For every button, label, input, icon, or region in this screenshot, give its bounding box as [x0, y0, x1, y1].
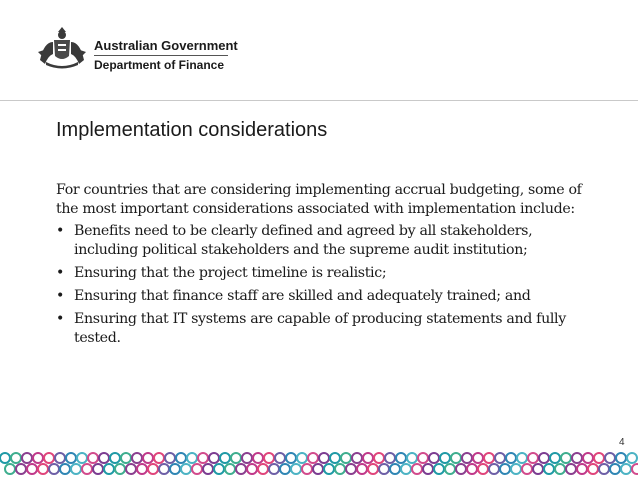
footer-ring — [60, 464, 70, 474]
footer-ring — [390, 464, 400, 474]
footer-ring — [231, 453, 241, 463]
footer-ring — [33, 453, 43, 463]
footer-ring — [198, 453, 208, 463]
footer-ring — [412, 464, 422, 474]
footer-ring — [297, 453, 307, 463]
bullet-text: Ensuring that IT systems are capable of producing statements and fully tested. — [74, 311, 566, 346]
footer-ring — [368, 464, 378, 474]
footer-ring — [99, 453, 109, 463]
footer-ring — [599, 464, 609, 474]
decorative-footer-pattern — [0, 449, 638, 479]
footer-ring — [165, 453, 175, 463]
footer-ring — [357, 464, 367, 474]
footer-ring — [621, 464, 631, 474]
footer-ring — [159, 464, 169, 474]
footer-ring — [55, 453, 65, 463]
page-number: 4 — [619, 437, 625, 448]
footer-ring — [49, 464, 59, 474]
header-rule — [0, 100, 638, 101]
footer-ring — [330, 453, 340, 463]
footer-ring — [214, 464, 224, 474]
footer-ring — [27, 464, 37, 474]
footer-ring — [11, 453, 21, 463]
footer-ring — [143, 453, 153, 463]
footer-ring — [385, 453, 395, 463]
footer-ring — [132, 453, 142, 463]
footer-ring — [418, 453, 428, 463]
bullet-list — [56, 222, 596, 348]
list-item — [56, 264, 596, 283]
footer-ring — [594, 453, 604, 463]
footer-ring — [605, 453, 615, 463]
footer-ring — [308, 453, 318, 463]
list-item — [56, 310, 596, 348]
footer-ring — [220, 453, 230, 463]
footer-ring — [473, 453, 483, 463]
footer-ring — [429, 453, 439, 463]
footer-ring — [110, 453, 120, 463]
footer-ring — [616, 453, 626, 463]
footer-ring — [577, 464, 587, 474]
list-item — [56, 222, 596, 260]
footer-ring — [313, 464, 323, 474]
footer-ring — [44, 453, 54, 463]
footer-ring — [121, 453, 131, 463]
footer-ring — [16, 464, 26, 474]
footer-ring — [610, 464, 620, 474]
bullet-marker: • — [56, 311, 65, 327]
footer-ring — [187, 453, 197, 463]
footer-ring — [104, 464, 114, 474]
footer-ring — [544, 464, 554, 474]
footer-ring — [319, 453, 329, 463]
footer-ring — [170, 464, 180, 474]
bullet-text: Ensuring that finance staff are skilled and adequately trained; and — [74, 288, 531, 304]
bullet-text: Ensuring that the project timeline is realistic; — [74, 265, 387, 281]
footer-ring — [269, 464, 279, 474]
bullet-marker: • — [56, 223, 65, 239]
footer-ring — [203, 464, 213, 474]
footer-ring — [71, 464, 81, 474]
footer-ring — [478, 464, 488, 474]
footer-ring — [176, 453, 186, 463]
footer-ring — [264, 453, 274, 463]
footer-ring — [38, 464, 48, 474]
footer-ring — [192, 464, 202, 474]
footer-ring — [467, 464, 477, 474]
slide-header — [0, 0, 638, 100]
footer-ring — [286, 453, 296, 463]
footer-ring — [66, 453, 76, 463]
footer-ring — [280, 464, 290, 474]
footer-ring — [511, 464, 521, 474]
footer-ring — [335, 464, 345, 474]
footer-ring — [550, 453, 560, 463]
footer-ring — [126, 464, 136, 474]
footer-ring — [181, 464, 191, 474]
bullet-text: Benefits need to be clearly defined and agreed by all stakeholders, including political stakeholders and the supreme audit institution; — [74, 223, 533, 258]
footer-ring — [22, 453, 32, 463]
footer-ring — [115, 464, 125, 474]
footer-ring — [352, 453, 362, 463]
footer-ring — [396, 453, 406, 463]
footer-ring — [522, 464, 532, 474]
footer-ring — [82, 464, 92, 474]
footer-ring — [451, 453, 461, 463]
footer-ring — [561, 453, 571, 463]
bullet-marker: • — [56, 288, 65, 304]
footer-ring — [0, 453, 10, 463]
footer-ring — [374, 453, 384, 463]
footer-ring — [462, 453, 472, 463]
department-name: Department of Finance — [94, 58, 225, 72]
slide-body — [56, 181, 596, 352]
header-divider — [94, 55, 228, 56]
footer-ring — [225, 464, 235, 474]
footer-ring — [407, 453, 417, 463]
footer-ring — [5, 464, 15, 474]
footer-ring — [632, 464, 638, 474]
footer-ring — [137, 464, 147, 474]
coat-of-arms-icon — [36, 26, 88, 70]
footer-ring — [423, 464, 433, 474]
footer-ring — [555, 464, 565, 474]
footer-ring — [379, 464, 389, 474]
footer-ring — [500, 464, 510, 474]
footer-ring — [93, 464, 103, 474]
footer-ring — [236, 464, 246, 474]
footer-ring — [346, 464, 356, 474]
footer-ring — [247, 464, 257, 474]
slide-title: Implementation considerations — [56, 119, 328, 141]
footer-ring — [302, 464, 312, 474]
footer-ring — [253, 453, 263, 463]
footer-ring — [627, 453, 637, 463]
footer-ring — [324, 464, 334, 474]
footer-ring — [401, 464, 411, 474]
footer-ring — [363, 453, 373, 463]
footer-ring — [572, 453, 582, 463]
footer-ring — [539, 453, 549, 463]
footer-ring — [566, 464, 576, 474]
footer-ring — [517, 453, 527, 463]
footer-ring — [77, 453, 87, 463]
footer-ring — [154, 453, 164, 463]
footer-ring — [506, 453, 516, 463]
footer-ring — [495, 453, 505, 463]
footer-ring — [583, 453, 593, 463]
list-item — [56, 287, 596, 306]
footer-ring — [434, 464, 444, 474]
footer-ring — [258, 464, 268, 474]
footer-ring — [456, 464, 466, 474]
footer-ring — [528, 453, 538, 463]
intro-paragraph: For countries that are considering implementing accrual budgeting, some of the most important considerations associated with implementation include: — [56, 182, 582, 217]
footer-ring — [291, 464, 301, 474]
footer-ring — [588, 464, 598, 474]
footer-ring — [148, 464, 158, 474]
footer-ring — [533, 464, 543, 474]
footer-ring — [209, 453, 219, 463]
bullet-marker: • — [56, 265, 65, 281]
footer-ring — [440, 453, 450, 463]
organisation-name: Australian Government — [94, 38, 238, 53]
footer-ring — [242, 453, 252, 463]
footer-ring — [341, 453, 351, 463]
footer-ring — [88, 453, 98, 463]
footer-ring — [484, 453, 494, 463]
footer-ring — [275, 453, 285, 463]
footer-ring — [489, 464, 499, 474]
footer-ring — [445, 464, 455, 474]
